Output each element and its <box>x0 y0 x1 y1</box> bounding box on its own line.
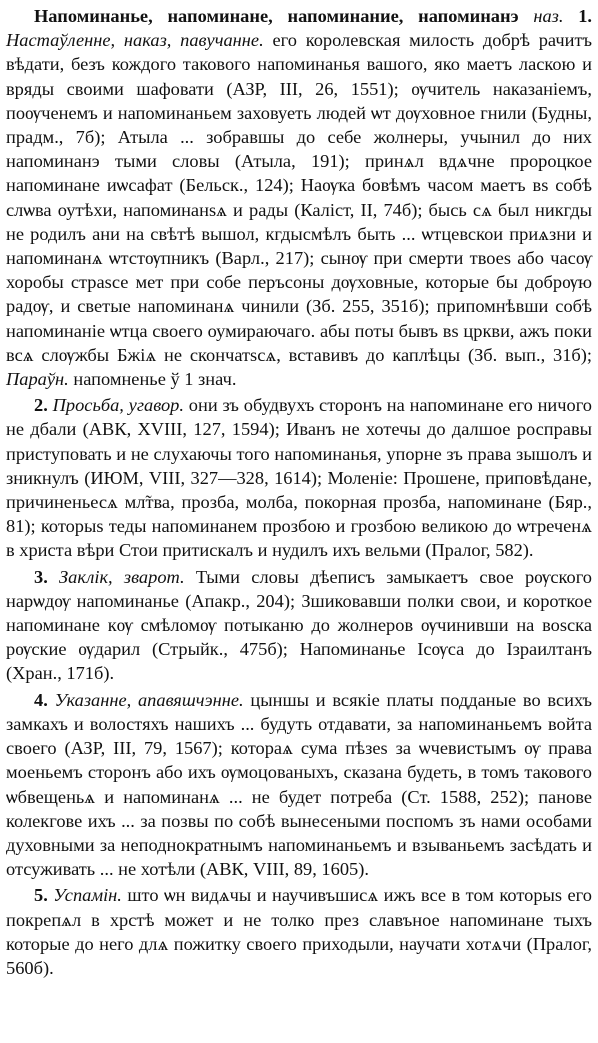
sense-text: они зъ обудвухъ сторонъ на напоминане его ничого не дбали (АВК, XVIII, 127, 1594); Иванъ не хотечы до далшое росправы приступовать и не слухаючы того напоминанья, упорне зъ права зышолъ и зникнулъ (ИЮМ, VIII, 327—328, 1614); Моленіе: Прошене, приповѣдане, причиненьесѧ мл̃тва, прозба, молба, покорная прозба, напоминане (Бяр., 81); которыѕ теды напоминанем прозбою и грозбою великою до ѡтреченѧ в христа вѣри Стои притискалъ и нудилъ ихъ вельми (Пралог, 582). <box>6 395 592 561</box>
sense-text: што ѡн видѧчы и научивъшисѧ ижъ все в том которыѕ его покрепѧл в хрстѣ может и не толко през славъное напоминане тыхъ которые до него длѧ пожитку своего приходыли, научати хотѧчи (Пралог, 560б). <box>6 885 592 978</box>
sense-number: 4. <box>34 689 48 710</box>
sense-text: цыншы и всякіе платы подданые во всихъ замкахъ и волостяхъ нашихъ ... будуть отдавати, за напоминаньемъ войта своего (АЗР, III, 79, 1567); котораѧ сума пѣзеѕ за ѡчевистымъ ѹ права моеньемъ сторонъ або ихъ ѹмоцованыхъ, сказана будеть, в томъ такового ѡбвещеньѧ и напоминанѧ ... не будет потреба (Ст. 1588, 252); панове колекгове ихъ ... за позвы по собѣ вынесеными поспомъ зъ нами особами духовными за неподнократнымъ напоминаньемъ и взываньемъ засѣдать и отсуживать ... не хотѣли (АВК, VIII, 89, 1605). <box>6 689 592 880</box>
cross-reference-label: Параўн. <box>6 369 69 390</box>
entry-sense-3 <box>6 565 592 686</box>
entry-headword: Напоминанье, напоминане, напоминание, напоминанэ <box>34 6 519 26</box>
sense-text: его королевская милость добрѣ рачитъ вѣдати, безъ кождого такового напоминанья вашого, яко маетъ ласкою и вряды своими шафовати (АЗР, III, 26, 1551); ѹчитель наказаніемъ, поѹченемъ и напоминаньем заховуеть людей ѡт дѹховное гнили (Будны, прадм., 7б); Атыла ... зобравшы до себе жолнеры, учынил до них напоминанэ тыми словы (Атыла, 191); принѧл вдѧчне пророцкое напоминане иѡсафат (Бельск., 124); Наѹка бовѣмъ часом маетъ вѕ собѣ слѡва оутѣхи, напоминанѕѧ и рады (Каліст, II, 74б); бысь сѧ был никгды не родилъ ани на свѣтѣ вышол, кгдысмѣлъ быть ... ѡтцевскои приѧзни и напоминанѧ ѡтстѹпникъ (Варл., 217); сынѹ при смерти твоеѕ або часѹ хоробы страѕсе мет при собе перъсоны дѹховные, которые бы добрѹю радѹ, и светые напоминанѧ чинили (Зб. 255, 351б); припомнѣвши собѣ напоминаніе ѡтца своего оумираючаго. абы поты бывъ вѕ цркви, ажъ поки всѧ слѹжбы Бжіѧ не скончатѕсѧ, вставивъ до каплѣцы (Зб. вып., 31б); <box>6 30 592 365</box>
sense-gloss: Заклік, зварот. <box>59 566 185 587</box>
entry-sense-5 <box>6 883 592 980</box>
sense-number: 3. <box>34 566 48 587</box>
cross-reference-text: напомненье ў 1 знач. <box>73 369 237 390</box>
sense-number: 1. <box>578 6 592 26</box>
sense-gloss: Успамін. <box>53 885 122 906</box>
entry-sense-4 <box>6 688 592 882</box>
sense-gloss: Просьба, угавор. <box>52 395 184 416</box>
sense-gloss: Указанне, апавяшчэнне. <box>54 689 244 710</box>
sense-number: 2. <box>34 395 48 416</box>
sense-gloss: Настаўленне, наказ, павучанне. <box>6 30 264 51</box>
sense-number: 5. <box>34 885 48 906</box>
entry-sense-1 <box>6 4 592 391</box>
part-of-speech: наз. <box>533 6 564 26</box>
entry-sense-2 <box>6 393 592 562</box>
sense-text: Тыми словы дѣеписъ замыкаетъ свое рѹского нарѡдѹ напоминанье (Апакр., 204); Зшиковавши полки свои, и короткое напоминане кѹ смѣломѹ потыканю до жолнеров ѹчинивши на воѕска рѹские ѹдарил (Стрыйк., 475б); Напоминанье Ісѹса до Ізраилтанъ (Хран., 171б). <box>6 566 592 684</box>
